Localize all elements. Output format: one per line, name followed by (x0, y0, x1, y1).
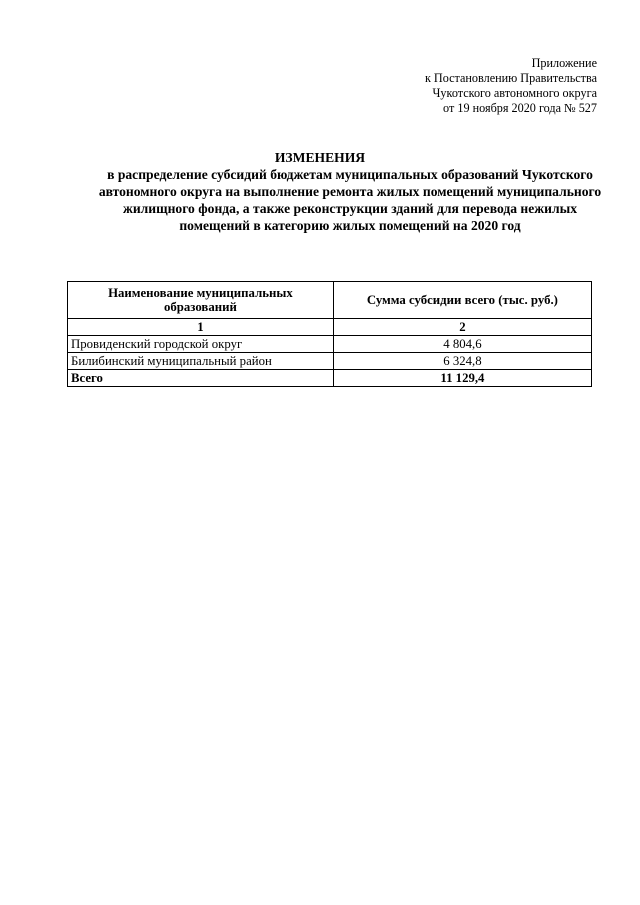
table-row (68, 336, 592, 353)
column-number-row (68, 319, 592, 336)
municipality-name: Провиденский городской округ (68, 336, 334, 353)
column-number-2: 2 (333, 319, 591, 336)
document-subtitle: в распределение субсидий бюджетам муниципальных образований Чукотского автономного округа на выполнение ремонта жилых помещений муниципального жилищного фонда, а также реконструкции зданий для перевода нежилых помещений в категорию жилых помещений на 2020 год (98, 167, 602, 233)
subsidy-amount: 4 804,6 (333, 336, 591, 353)
subsidy-amount: 6 324,8 (333, 353, 591, 370)
header-municipality: Наименование муниципальных образований (68, 282, 334, 319)
appendix-line-2: к Постановлению Правительства (424, 71, 597, 85)
municipality-name: Билибинский муниципальный район (68, 353, 334, 370)
table-header-row (68, 282, 592, 319)
appendix-line-4: от 19 ноября 2020 года № 527 (443, 101, 597, 115)
appendix-block (397, 56, 597, 116)
column-number-1: 1 (68, 319, 334, 336)
appendix-line-1: Приложение (531, 56, 597, 70)
header-subsidy-amount: Сумма субсидии всего (тыс. руб.) (333, 282, 591, 319)
total-label: Всего (68, 370, 334, 387)
document-title: ИЗМЕНЕНИЯ (274, 150, 366, 165)
subsidies-table (67, 281, 592, 387)
total-row (68, 370, 592, 387)
appendix-line-3: Чукотского автономного округа (432, 86, 597, 100)
table-row (68, 353, 592, 370)
total-amount: 11 129,4 (333, 370, 591, 387)
